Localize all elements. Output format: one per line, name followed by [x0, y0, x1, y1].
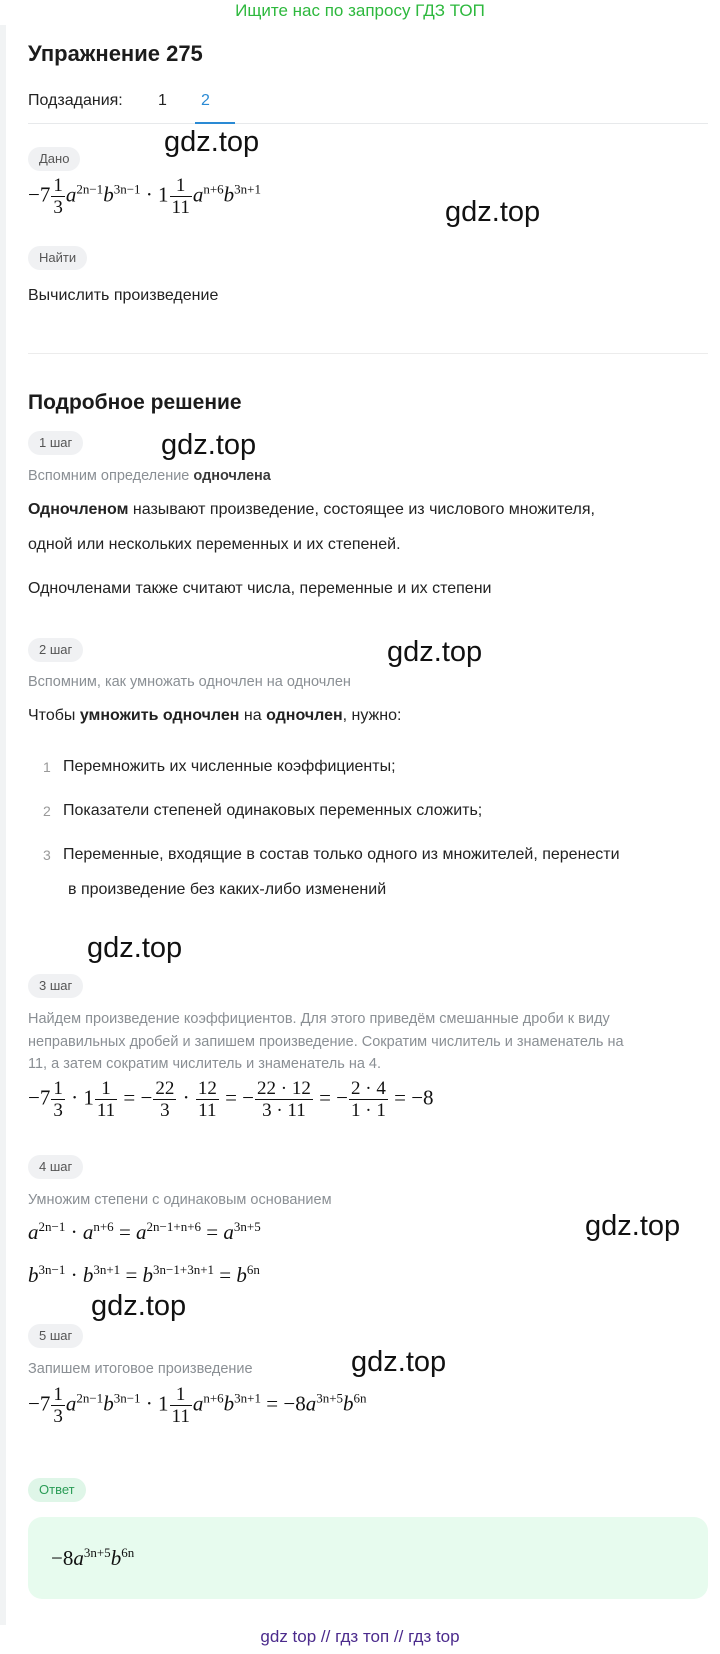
tabs-divider — [28, 123, 708, 124]
step-3-hint-line-1: Найдем произведение коэффициентов. Для этого приведём смешанные дроби к виду — [28, 1011, 610, 1027]
definition-line-3: Одночленами также считают числа, переменные и их степени — [28, 580, 492, 597]
list-item-continued: в произведение без каких-либо изменений — [68, 881, 387, 898]
step-2-hint: Вспомним, как умножать одночлен на одночлен — [28, 674, 351, 690]
list-item: Перемножить их численные коэффициенты; — [63, 758, 396, 775]
find-text: Вычислить произведение — [28, 287, 219, 304]
power-b-calculation: $b^{3n-1} \cdot b^{3n+1} = b^{3n-1+3n+1} = b^{6n}$ — [28, 1262, 260, 1287]
step-4-badge: 4 шаг — [28, 1155, 83, 1179]
definition-line-2: одной или нескольких переменных и их степеней. — [28, 536, 401, 553]
step-1-hint: Вспомним определение одночлена — [28, 468, 271, 484]
active-tab-indicator — [195, 122, 235, 124]
page-title: Упражнение 275 — [28, 41, 203, 66]
watermark: gdz.top — [161, 429, 257, 461]
footer-links[interactable]: gdz top // гдз топ // гдз top — [260, 1627, 460, 1646]
list-item: Переменные, входящие в состав только одного из множителей, перенести — [63, 846, 620, 863]
step-2-badge: 2 шаг — [28, 638, 83, 662]
list-index: 3 — [43, 847, 51, 863]
power-a-calculation: $a^{2n-1} \cdot a^{n+6} = a^{2n-1+n+6} = a^{3n+5}$ — [28, 1219, 261, 1244]
list-index: 2 — [43, 803, 51, 819]
watermark: gdz.top — [585, 1210, 681, 1242]
rule-text: Чтобы умножить одночлен на одночлен, нужно: — [28, 707, 402, 724]
watermark: gdz.top — [445, 196, 541, 228]
definition-line-1: Одночленом называют произведение, состоящее из числового множителя, — [28, 501, 595, 518]
top-banner[interactable]: Ищите нас по запросу ГДЗ ТОП — [235, 1, 485, 20]
coefficient-calculation: −7 $\frac{1}{3}$ · 1 $\frac{1}{11}$ = − $\frac{22}{3}$ · $\frac{12}{11}$ = − $\frac{22 \cdot 12}{3 \cdot 11}$ = − $\frac{2 \cdot 4}{1 \cdot 1}$ = −8 — [28, 1078, 434, 1121]
step-5-badge: 5 шаг — [28, 1324, 83, 1348]
solution-title: Подробное решение — [28, 391, 242, 414]
given-expression: −7 $\frac{1}{3}$ $a^{2n-1}b^{3n-1} \cdot 1$ $\frac{1}{11}$ $a^{n+6}b^{3n+1}$ — [28, 175, 262, 218]
watermark: gdz.top — [87, 932, 183, 964]
watermark: gdz.top — [351, 1346, 447, 1378]
list-item: Показатели степеней одинаковых переменных сложить; — [63, 802, 483, 819]
tab-subtask-1[interactable]: 1 — [158, 92, 167, 109]
given-badge: Дано — [28, 147, 80, 171]
subtasks-label: Подзадания: — [28, 92, 123, 109]
answer-expression: $-8a^{3n+5}b^{6n}$ — [51, 1545, 135, 1570]
step-3-badge: 3 шаг — [28, 974, 83, 998]
step-1-badge: 1 шаг — [28, 431, 83, 455]
step-3-hint-line-2: неправильных дробей и запишем произведение. Сократим числитель и знаменатель на — [28, 1034, 624, 1050]
watermark: gdz.top — [164, 126, 260, 158]
watermark: gdz.top — [387, 636, 483, 668]
find-badge: Найти — [28, 246, 87, 270]
left-rail — [0, 25, 6, 1625]
watermark: gdz.top — [91, 1290, 187, 1322]
list-index: 1 — [43, 759, 51, 775]
step-5-hint: Запишем итоговое произведение — [28, 1361, 253, 1377]
step-3-hint-line-3: 11, а затем сократим числитель и знаменатель на 4. — [28, 1056, 382, 1072]
step-4-hint: Умножим степени с одинаковым основанием — [28, 1192, 332, 1208]
answer-badge: Ответ — [28, 1478, 86, 1502]
divider — [28, 353, 708, 354]
final-product: −7 $\frac{1}{3}$ $a^{2n-1}b^{3n-1} \cdot 1$ $\frac{1}{11}$ $a^{n+6}b^{3n+1} = -8a^{3n+5}b^{6n}$ — [28, 1384, 367, 1427]
tab-subtask-2[interactable]: 2 — [201, 92, 210, 109]
